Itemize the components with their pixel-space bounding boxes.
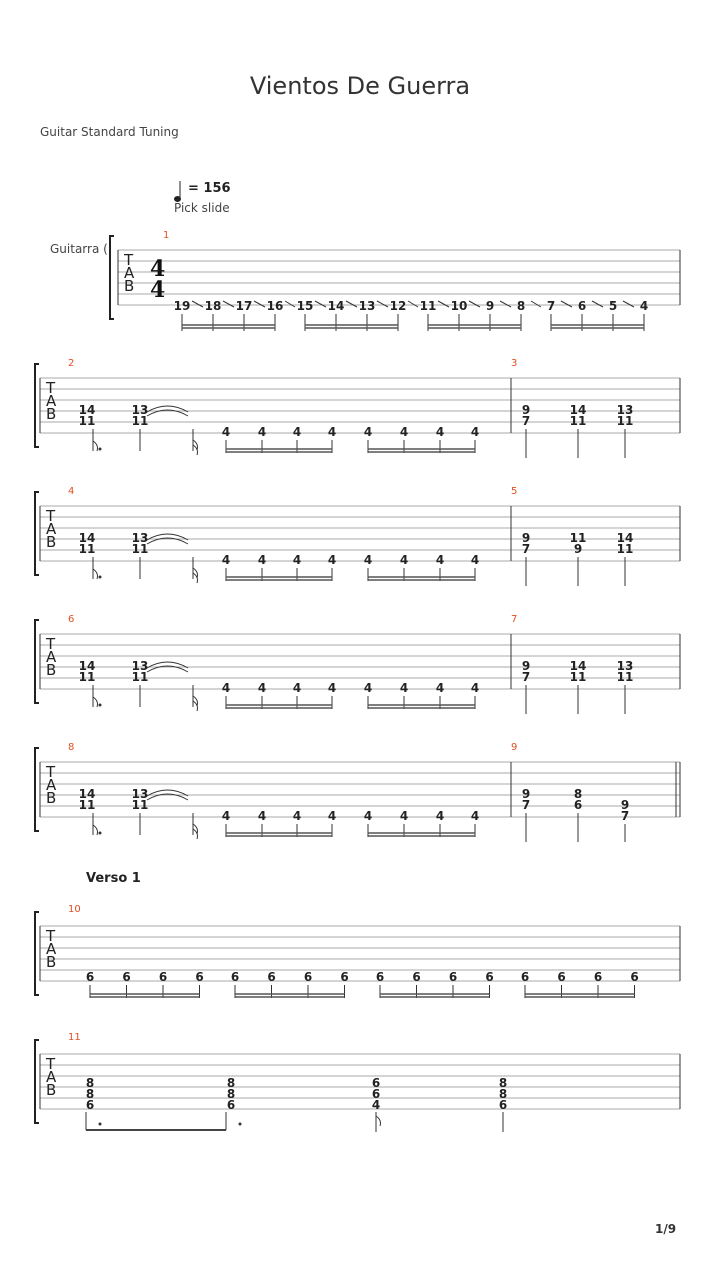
fret-number: 8 bbox=[85, 1076, 95, 1090]
fret-number: 6 bbox=[557, 970, 566, 984]
fret-number: 7 bbox=[620, 809, 630, 823]
fret-number: 6 bbox=[267, 970, 276, 984]
fret-number: 4 bbox=[371, 1098, 381, 1112]
fret-number: 4 bbox=[292, 425, 302, 439]
tab-clef-letter: B bbox=[46, 533, 57, 551]
tab-clef-letter: B bbox=[46, 953, 57, 971]
fret-number: 4 bbox=[435, 553, 445, 567]
fret-number: 4 bbox=[399, 809, 409, 823]
instrument-name: Guitarra ( bbox=[50, 242, 108, 256]
fret-number: 8 bbox=[85, 1087, 95, 1101]
fret-number: 14 bbox=[327, 299, 345, 313]
fret-number: 4 bbox=[257, 553, 267, 567]
measure-number: 7 bbox=[511, 614, 518, 625]
fret-number: 4 bbox=[363, 425, 373, 439]
fret-number: 14 bbox=[569, 659, 587, 673]
fret-number: 13 bbox=[131, 659, 149, 673]
fret-number: 4 bbox=[435, 425, 445, 439]
fret-number: 4 bbox=[221, 553, 231, 567]
fret-number: 9 bbox=[521, 787, 531, 801]
tab-clef-letter: T bbox=[46, 635, 56, 653]
tempo-marking: = 156 bbox=[188, 181, 231, 196]
fret-number: 9 bbox=[521, 403, 531, 417]
pick-slide-label: Pick slide bbox=[174, 201, 230, 215]
fret-number: 11 bbox=[616, 414, 634, 428]
tab-clef-letter: A bbox=[46, 1068, 57, 1086]
fret-number: 6 bbox=[573, 798, 583, 812]
note-flag bbox=[93, 825, 98, 835]
fret-number: 14 bbox=[78, 787, 96, 801]
fret-number: 6 bbox=[340, 970, 349, 984]
fret-number: 4 bbox=[363, 553, 373, 567]
fret-number: 7 bbox=[546, 299, 556, 313]
slide-line bbox=[500, 301, 511, 307]
rhythm-dot bbox=[99, 1123, 102, 1126]
fret-number: 8 bbox=[516, 299, 526, 313]
fret-number: 6 bbox=[371, 1076, 381, 1090]
section-marker: Verso 1 bbox=[86, 871, 141, 886]
tab-clef-letter: A bbox=[124, 264, 135, 282]
system-bracket bbox=[35, 748, 39, 831]
fret-number: 13 bbox=[131, 403, 149, 417]
fret-number: 4 bbox=[327, 809, 337, 823]
fret-number: 17 bbox=[235, 299, 253, 313]
fret-number: 11 bbox=[131, 542, 149, 556]
slide-line bbox=[192, 301, 203, 307]
fret-number: 11 bbox=[131, 670, 149, 684]
rhythm-dot bbox=[99, 448, 102, 451]
fret-number: 6 bbox=[226, 1098, 236, 1112]
measure-number: 1 bbox=[163, 230, 170, 241]
fret-number: 8 bbox=[498, 1076, 508, 1090]
system-bracket bbox=[35, 912, 39, 995]
system-bracket bbox=[35, 620, 39, 703]
measure-number: 4 bbox=[68, 486, 75, 497]
note-flag bbox=[193, 701, 198, 711]
fret-number: 4 bbox=[435, 809, 445, 823]
fret-number: 4 bbox=[470, 425, 480, 439]
time-signature-bottom: 4 bbox=[150, 277, 166, 303]
fret-number: 13 bbox=[616, 659, 634, 673]
fret-number: 6 bbox=[195, 970, 204, 984]
slide-line bbox=[438, 301, 449, 307]
measure-number: 2 bbox=[68, 358, 75, 369]
fret-number: 15 bbox=[296, 299, 314, 313]
fret-number: 4 bbox=[639, 299, 649, 313]
fret-number: 6 bbox=[371, 1087, 381, 1101]
slide-line bbox=[254, 301, 265, 307]
fret-number: 12 bbox=[389, 299, 407, 313]
fret-number: 14 bbox=[569, 403, 587, 417]
page-number: 1/9 bbox=[655, 1222, 677, 1236]
fret-number: 6 bbox=[520, 970, 530, 984]
fret-number: 4 bbox=[221, 809, 231, 823]
fret-number: 9 bbox=[521, 531, 531, 545]
fret-number: 6 bbox=[630, 970, 639, 984]
rhythm-dot bbox=[99, 704, 102, 707]
system-bracket bbox=[35, 492, 39, 575]
fret-number: 7 bbox=[521, 670, 531, 684]
measure-number: 3 bbox=[511, 358, 518, 369]
fret-number: 11 bbox=[78, 798, 96, 812]
fret-number: 4 bbox=[399, 425, 409, 439]
fret-number: 7 bbox=[521, 798, 531, 812]
measure-number: 10 bbox=[68, 904, 81, 915]
fret-number: 13 bbox=[616, 403, 634, 417]
fret-number: 11 bbox=[131, 798, 149, 812]
note-flag bbox=[193, 829, 198, 839]
time-signature-top: 4 bbox=[150, 256, 166, 282]
tab-clef-letter: A bbox=[46, 940, 57, 958]
tab-clef-letter: A bbox=[46, 520, 57, 538]
tab-clef-letter: A bbox=[46, 776, 57, 794]
slide-line bbox=[346, 301, 357, 307]
fret-number: 11 bbox=[78, 414, 96, 428]
fret-number: 4 bbox=[470, 553, 480, 567]
tab-clef-letter: T bbox=[46, 379, 56, 397]
slide-line bbox=[377, 301, 388, 307]
note-flag bbox=[93, 697, 98, 707]
note-flag bbox=[193, 445, 198, 455]
fret-number: 4 bbox=[292, 809, 302, 823]
fret-number: 6 bbox=[230, 970, 240, 984]
fret-number: 4 bbox=[327, 425, 337, 439]
rhythm-dot bbox=[99, 576, 102, 579]
slide-line bbox=[408, 301, 418, 307]
tab-clef-letter: T bbox=[124, 251, 134, 269]
fret-number: 11 bbox=[569, 531, 587, 545]
slide-line bbox=[561, 301, 572, 307]
fret-number: 4 bbox=[399, 681, 409, 695]
fret-number: 13 bbox=[131, 531, 149, 545]
fret-number: 6 bbox=[593, 970, 603, 984]
fret-number: 11 bbox=[616, 542, 634, 556]
fret-number: 11 bbox=[78, 670, 96, 684]
measure-number: 9 bbox=[511, 742, 518, 753]
slide-line bbox=[285, 301, 295, 307]
fret-number: 6 bbox=[85, 1098, 95, 1112]
fret-number: 6 bbox=[577, 299, 587, 313]
fret-number: 5 bbox=[608, 299, 618, 313]
fret-number: 8 bbox=[573, 787, 583, 801]
slide-line bbox=[531, 301, 541, 307]
fret-number: 7 bbox=[521, 414, 531, 428]
fret-number: 4 bbox=[327, 681, 337, 695]
fret-number: 14 bbox=[78, 531, 96, 545]
fret-number: 6 bbox=[412, 970, 421, 984]
fret-number: 4 bbox=[292, 553, 302, 567]
fret-number: 6 bbox=[122, 970, 131, 984]
fret-number: 13 bbox=[131, 787, 149, 801]
note-flag bbox=[93, 441, 98, 451]
measure-number: 8 bbox=[68, 742, 75, 753]
slide-line bbox=[623, 301, 634, 307]
slide-line bbox=[315, 301, 326, 307]
fret-number: 4 bbox=[363, 809, 373, 823]
rhythm-dot bbox=[239, 1123, 242, 1126]
tab-clef-letter: A bbox=[46, 392, 57, 410]
slide-line bbox=[223, 301, 234, 307]
fret-number: 4 bbox=[363, 681, 373, 695]
fret-number: 10 bbox=[450, 299, 468, 313]
fret-number: 14 bbox=[616, 531, 634, 545]
fret-number: 6 bbox=[375, 970, 385, 984]
tab-clef-letter: B bbox=[46, 789, 57, 807]
system-bracket bbox=[35, 364, 39, 447]
fret-number: 4 bbox=[257, 425, 267, 439]
tab-clef-letter: A bbox=[46, 648, 57, 666]
fret-number: 4 bbox=[257, 681, 267, 695]
fret-number: 8 bbox=[226, 1087, 236, 1101]
fret-number: 19 bbox=[173, 299, 191, 313]
fret-number: 6 bbox=[158, 970, 168, 984]
fret-number: 8 bbox=[226, 1076, 236, 1090]
rhythm-dot bbox=[99, 832, 102, 835]
fret-number: 4 bbox=[292, 681, 302, 695]
fret-number: 14 bbox=[78, 403, 96, 417]
tab-clef-letter: T bbox=[46, 927, 56, 945]
note-flag bbox=[93, 569, 98, 579]
slide-line bbox=[592, 301, 603, 307]
fret-number: 4 bbox=[221, 425, 231, 439]
fret-number: 8 bbox=[498, 1087, 508, 1101]
system-bracket bbox=[110, 236, 114, 319]
fret-number: 13 bbox=[358, 299, 376, 313]
fret-number: 9 bbox=[485, 299, 495, 313]
page-title: Vientos De Guerra bbox=[249, 72, 471, 100]
fret-number: 4 bbox=[470, 681, 480, 695]
fret-number: 18 bbox=[204, 299, 222, 313]
system-bracket bbox=[35, 1040, 39, 1123]
tab-clef-letter: B bbox=[46, 1081, 57, 1099]
fret-number: 4 bbox=[470, 809, 480, 823]
measure-number: 11 bbox=[68, 1032, 81, 1043]
fret-number: 6 bbox=[448, 970, 458, 984]
fret-number: 6 bbox=[85, 970, 95, 984]
slide-line bbox=[469, 301, 480, 307]
tab-clef-letter: T bbox=[46, 1055, 56, 1073]
fret-number: 9 bbox=[620, 798, 630, 812]
note-flag bbox=[376, 1116, 381, 1126]
fret-number: 9 bbox=[573, 542, 583, 556]
tab-clef-letter: T bbox=[46, 507, 56, 525]
fret-number: 11 bbox=[569, 670, 587, 684]
tab-clef-letter: B bbox=[46, 405, 57, 423]
fret-number: 4 bbox=[399, 553, 409, 567]
fret-number: 6 bbox=[498, 1098, 508, 1112]
fret-number: 6 bbox=[485, 970, 494, 984]
tab-clef-letter: B bbox=[46, 661, 57, 679]
fret-number: 4 bbox=[435, 681, 445, 695]
measure-number: 5 bbox=[511, 486, 518, 497]
fret-number: 6 bbox=[303, 970, 313, 984]
tab-clef-letter: B bbox=[124, 277, 135, 295]
fret-number: 11 bbox=[131, 414, 149, 428]
fret-number: 16 bbox=[266, 299, 284, 313]
fret-number: 4 bbox=[327, 553, 337, 567]
note-flag bbox=[193, 573, 198, 583]
fret-number: 9 bbox=[521, 659, 531, 673]
fret-number: 11 bbox=[616, 670, 634, 684]
fret-number: 4 bbox=[221, 681, 231, 695]
tab-clef-letter: T bbox=[46, 763, 56, 781]
fret-number: 14 bbox=[78, 659, 96, 673]
measure-number: 6 bbox=[68, 614, 75, 625]
tuning-label: Guitar Standard Tuning bbox=[40, 125, 179, 139]
fret-number: 11 bbox=[78, 542, 96, 556]
fret-number: 11 bbox=[419, 299, 437, 313]
fret-number: 7 bbox=[521, 542, 531, 556]
fret-number: 11 bbox=[569, 414, 587, 428]
fret-number: 4 bbox=[257, 809, 267, 823]
